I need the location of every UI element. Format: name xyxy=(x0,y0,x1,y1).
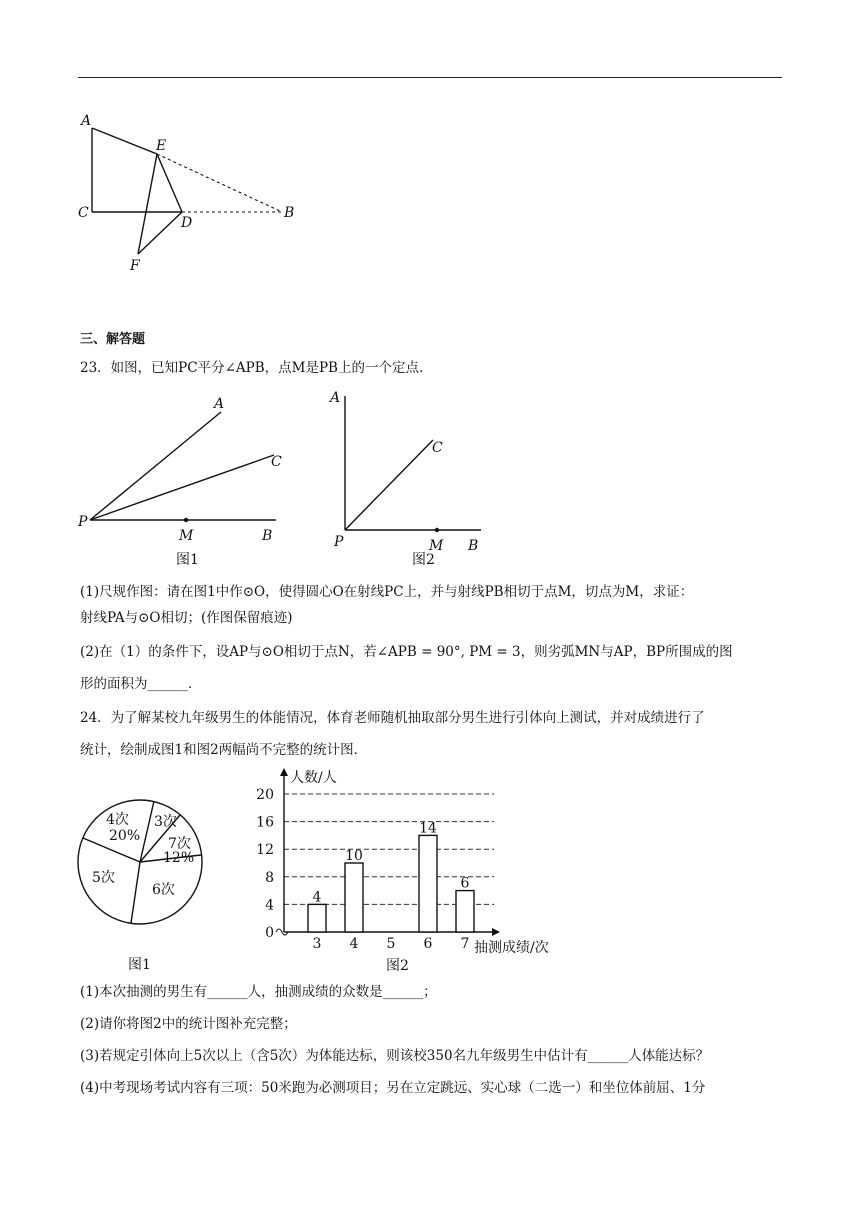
q23-stem: 23．如图，已知PC平分∠APB，点M是PB上的一个定点． xyxy=(80,360,433,376)
section-title: 三、解答题 xyxy=(80,332,146,347)
fig1-label-A: A xyxy=(214,396,225,412)
bar xyxy=(456,891,474,932)
fig2-label-B: B xyxy=(468,538,479,554)
label-B: B xyxy=(284,205,295,221)
x-tick-label: 3 xyxy=(312,936,322,952)
pie-label-7-pct: 12% xyxy=(163,850,195,866)
x-axis-title: 抽测成绩/次 xyxy=(474,940,549,956)
q24-stem-line1: 24．为了解某校九年级男生的体能情况，体育老师随机抽取部分男生进行引体向上测试，并对成绩进行了 xyxy=(80,710,705,726)
point-M2 xyxy=(435,528,439,532)
q24-part4: (4)中考现场考试内容有三项：50米跑为必测项目；另在立定跳远、实心球（二选一）和坐位体前屈、1分 xyxy=(80,1080,706,1096)
fig1-caption: 图1 xyxy=(176,552,199,568)
bar xyxy=(308,904,326,932)
q23-part2-line2: 形的面积为______． xyxy=(80,676,202,692)
x-tick-label: 6 xyxy=(423,936,433,952)
y-tick-label: 20 xyxy=(256,787,274,803)
fig2-label-P: P xyxy=(334,534,344,550)
x-tick-label: 7 xyxy=(460,936,470,952)
pie-label-4-pct: 20% xyxy=(109,828,141,844)
fig1-label-C: C xyxy=(271,454,282,470)
bar-chart xyxy=(240,766,590,976)
bar-data-label: 6 xyxy=(460,875,470,892)
fig2-label-M: M xyxy=(429,538,444,554)
pie-label-7: 7次 xyxy=(168,836,191,852)
label-A: A xyxy=(81,113,92,129)
bar-data-label: 10 xyxy=(345,848,363,864)
fig2-caption: 图2 xyxy=(412,552,435,568)
y-tick-label: 4 xyxy=(265,897,274,914)
pie-label-4: 4次 xyxy=(106,812,129,828)
label-E: E xyxy=(156,138,167,154)
y-tick-label: 0 xyxy=(265,925,274,941)
label-F: F xyxy=(130,258,140,274)
q24-part1: (1)本次抽测的男生有______人，抽测成绩的众数是______； xyxy=(80,984,437,1000)
fig1-label-B: B xyxy=(262,528,273,544)
pie-caption: 图1 xyxy=(128,957,151,973)
bar-data-label: 4 xyxy=(312,889,322,906)
label-D: D xyxy=(181,215,193,231)
q23-figure-1 xyxy=(76,390,296,570)
fig1-label-M: M xyxy=(179,528,194,544)
q23-part1-line1: (1)尺规作图：请在图1中作⊙O，使得圆心O在射线PC上，并与射线PB相切于点M，切点为M，求证： xyxy=(80,584,694,600)
pie-label-3: 3次 xyxy=(154,814,177,830)
bar xyxy=(345,863,363,932)
label-C: C xyxy=(78,205,89,221)
bar-data-label: 14 xyxy=(419,820,437,837)
q23-figure-2 xyxy=(326,386,496,570)
q24-part2: (2)请你将图2中的统计图补充完整； xyxy=(80,1016,297,1032)
point-M xyxy=(184,518,188,522)
y-tick-label: 8 xyxy=(265,869,274,886)
q24-stem-line2: 统计，绘制成图1和图2两幅尚不完整的统计图． xyxy=(80,742,368,758)
fig2-label-C: C xyxy=(432,440,443,456)
bar-caption: 图2 xyxy=(386,958,409,974)
x-tick-label: 5 xyxy=(386,936,396,952)
header-rule xyxy=(78,77,782,78)
pie-chart xyxy=(76,796,216,976)
pie-label-6: 6次 xyxy=(152,882,175,898)
pie-label-5: 5次 xyxy=(92,870,115,886)
triangle-figure xyxy=(70,108,310,278)
q24-part3: (3)若规定引体向上5次以上（含5次）为体能达标，则该校350名九年级男生中估计有______人体能达标？ xyxy=(80,1048,710,1064)
q23-part2-line1: (2)在（1）的条件下，设AP与⊙O相切于点N，若∠APB = 90°, PM = 3，则劣弧MN与AP，BP所围成的图 xyxy=(80,644,733,660)
fig1-label-P: P xyxy=(78,514,88,530)
fig2-label-A: A xyxy=(330,390,341,406)
bar xyxy=(419,835,437,932)
q23-part1-line2: 射线PA与⊙O相切；(作图保留痕迹) xyxy=(80,610,293,626)
y-tick-label: 16 xyxy=(256,814,274,831)
x-tick-label: 4 xyxy=(349,936,359,952)
y-tick-label: 12 xyxy=(256,842,274,859)
y-axis-title: 人数/人 xyxy=(290,770,337,786)
